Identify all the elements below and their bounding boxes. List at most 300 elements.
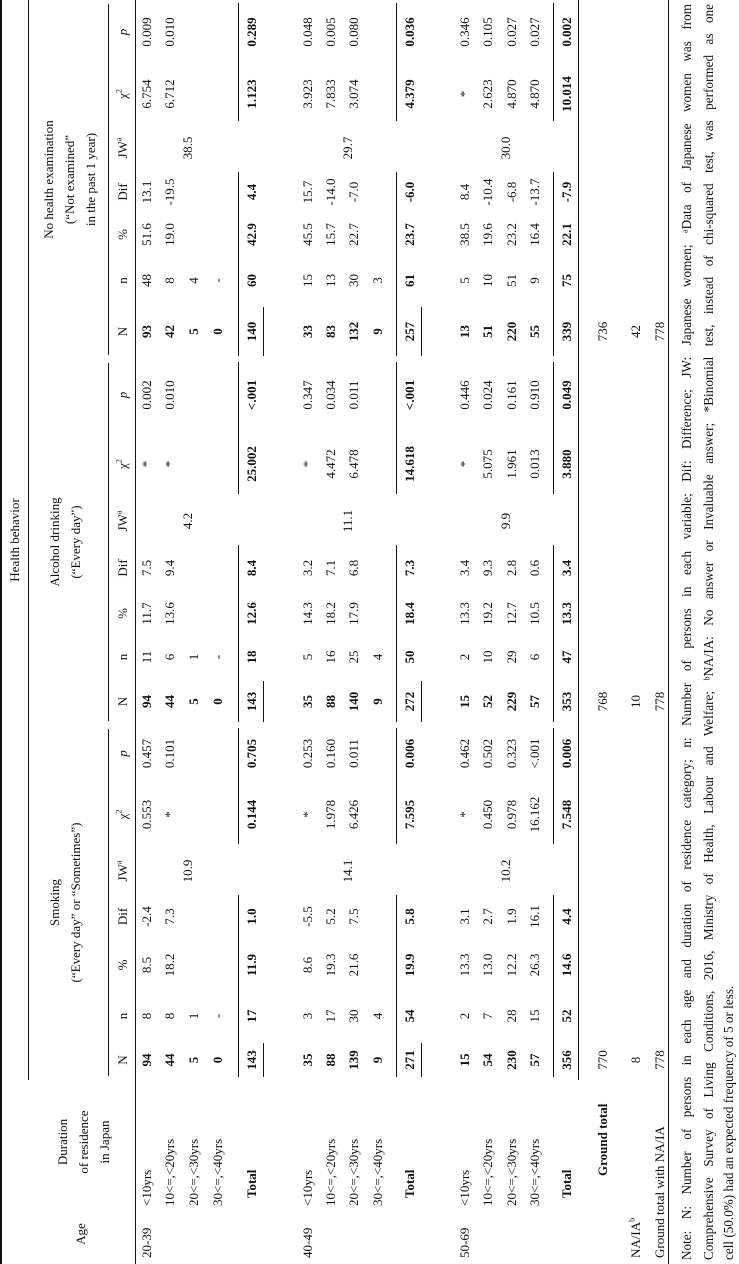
alcohol-cell: 9.3 [480, 559, 495, 577]
column-header-label: Dif [115, 907, 130, 926]
health-cell: 0.009 [139, 17, 154, 47]
smoking-cell: 54 [480, 1053, 495, 1067]
group-title-smoking: Smoking [47, 879, 62, 926]
summary-value: 768 [595, 691, 610, 712]
smoking-cell: 0.323 [504, 738, 519, 769]
column-header [114, 64, 132, 124]
smoking-cell: 18.2 [162, 953, 177, 977]
column-header [114, 636, 132, 678]
smoking-cell: 52 [559, 1009, 574, 1023]
column-header [114, 938, 132, 992]
alcohol-cell: 13.3 [559, 602, 574, 625]
alcohol-cell: 9.4 [162, 559, 177, 577]
summary-label [651, 1126, 669, 1258]
rule-line [135, 0, 136, 1264]
health-cell: 15.7 [323, 223, 338, 246]
smoking-cell: 57 [527, 1053, 542, 1067]
smoking-cell: 4.4 [559, 908, 574, 925]
column-header [114, 545, 132, 591]
smoking-cell: 5.8 [402, 908, 417, 925]
health-cell: 30 [346, 274, 361, 287]
smoking-cell: 8 [139, 1012, 154, 1020]
health-cell: 5 [186, 328, 201, 335]
alcohol-cell: 13.3 [457, 602, 472, 625]
health-cell: 0.289 [244, 17, 259, 47]
table-note: Comprehensive Survey of Living Conditions, 2016, Ministry of Health, Labour and Welfare; ᵇNA/IA: No answer or Invaluable answer; *Binomial test, instead of chi-squared test, was performed as one [701, 4, 716, 1260]
alcohol-cell: 353 [559, 691, 574, 712]
health-cell: 29.7 [340, 136, 355, 160]
health-cell: 19.6 [480, 223, 495, 246]
column-header-label: N [115, 326, 130, 337]
smoking-cell: 0.450 [480, 799, 495, 830]
column-header [114, 359, 132, 431]
health-cell: 51 [480, 325, 495, 338]
age-label: 20-39 [139, 1227, 154, 1258]
smoking-cell: 0.006 [402, 738, 417, 769]
smoking-cell: 35 [300, 1053, 315, 1067]
health-cell: 19.0 [162, 223, 177, 246]
alcohol-cell: 5.075 [480, 449, 495, 479]
column-header-label: % [115, 608, 130, 619]
alcohol-cell: 35 [300, 695, 315, 708]
alcohol-cell: 25 [346, 650, 361, 664]
smoking-cell: 0.144 [244, 799, 259, 830]
rule-line [263, 1043, 264, 1077]
health-cell: 4.4 [244, 183, 259, 201]
alcohol-cell: 4.2 [180, 512, 195, 530]
alcohol-cell: 0.034 [323, 380, 338, 410]
column-header-label: n [115, 277, 130, 284]
rule-line [553, 362, 554, 494]
summary-value: 778 [652, 691, 667, 712]
alcohol-cell: 0.049 [559, 380, 574, 410]
rule-line [108, 4, 109, 355]
duration-header: of residence [76, 1110, 91, 1174]
column-header-label: p [115, 391, 130, 399]
summary-label-text: Ground total with NA/IA [652, 1126, 667, 1258]
health-cell: 45.5 [300, 223, 315, 246]
smoking-cell: 13.3 [457, 953, 472, 977]
smoking-cell: 230 [504, 1050, 519, 1070]
smoking-cell: 2.7 [480, 908, 495, 925]
smoking-cell: 5 [186, 1056, 201, 1064]
table-note: Note: N: Number of persons in each age and duration of residence category; n: Number of persons in each variable; Dif: Difference; JW: Japanese women; ᵃData of Japanese women was from [679, 4, 694, 1260]
column-header [114, 124, 132, 172]
group-title-health: (“Not examined” [62, 134, 77, 225]
smoking-cell: 14.1 [340, 859, 355, 883]
duration-header: in Japan [97, 1120, 112, 1164]
health-cell: 4 [186, 277, 201, 284]
health-cell: 0.080 [346, 17, 361, 47]
alcohol-cell: * [162, 460, 177, 468]
smoking-cell: 44 [162, 1053, 177, 1067]
rule-line [668, 0, 669, 1264]
health-cell: 0 [210, 328, 225, 335]
smoking-cell: 10.2 [498, 859, 513, 883]
health-cell: 0.010 [162, 17, 177, 47]
rule-line [263, 681, 264, 722]
duration-label: 10<=,<20yrs [480, 1138, 495, 1206]
smoking-cell: -5.5 [300, 906, 315, 927]
health-cell: 33 [300, 325, 315, 338]
rule-line [578, 0, 579, 1080]
alcohol-cell: 2.8 [504, 559, 519, 577]
alcohol-cell: * [300, 460, 315, 468]
smoking-cell: 0.160 [323, 738, 338, 769]
column-header [114, 212, 132, 257]
alcohol-cell: 7.5 [139, 559, 154, 577]
health-cell: 51.6 [139, 223, 154, 246]
health-cell: -13.7 [527, 178, 542, 206]
alcohol-cell: 0.161 [504, 380, 519, 410]
rule-line [238, 3, 239, 121]
smoking-cell: 0.705 [244, 738, 259, 769]
group-title-health: in the past 1 year) [83, 132, 98, 227]
rule-line [553, 728, 554, 844]
alcohol-cell: <.001 [244, 379, 259, 411]
column-header-label: χ [115, 813, 130, 820]
smoking-cell: 0.462 [457, 738, 472, 769]
alcohol-cell: 6.8 [346, 559, 361, 577]
alcohol-cell: 57 [527, 695, 542, 708]
summary-value: 778 [652, 1050, 667, 1070]
column-header [114, 591, 132, 636]
health-cell: 61 [402, 274, 417, 287]
summary-label [627, 1218, 645, 1258]
smoking-cell: 271 [402, 1050, 417, 1070]
smoking-cell: * [457, 811, 472, 818]
column-header [114, 992, 132, 1040]
rule-line [238, 895, 239, 1077]
alcohol-cell: 52 [480, 695, 495, 708]
column-header-label: p [115, 750, 130, 757]
health-cell: 93 [139, 325, 154, 338]
smoking-cell: 1.9 [504, 908, 519, 925]
alcohol-cell: 140 [346, 691, 361, 712]
alcohol-cell: 47 [559, 650, 574, 664]
duration-label: 30<=,<40yrs [210, 1138, 225, 1206]
alcohol-cell: 0.446 [457, 380, 472, 410]
smoking-cell: 10.9 [180, 859, 195, 883]
group-title-alcohol: (“Every day”) [68, 505, 83, 579]
column-header-label: % [115, 959, 130, 971]
smoking-cell: <.001 [527, 738, 542, 769]
smoking-cell: 30 [346, 1009, 361, 1023]
column-header-label: JW [115, 514, 130, 532]
alcohol-cell: 19.2 [480, 602, 495, 625]
alcohol-cell: 229 [504, 691, 519, 712]
alcohol-cell: 0.010 [162, 380, 177, 410]
health-cell: 339 [559, 321, 574, 342]
health-cell: 22.7 [346, 223, 361, 246]
smoking-cell: * [162, 811, 177, 818]
alcohol-cell: 6 [162, 653, 177, 661]
smoking-cell: 54 [402, 1009, 417, 1023]
summary-value: 736 [595, 321, 610, 342]
smoking-cell: 16.1 [527, 905, 542, 928]
smoking-cell: 19.9 [402, 953, 417, 977]
summary-value: 770 [595, 1050, 610, 1070]
smoking-cell: 17 [323, 1009, 338, 1023]
rule-line [396, 545, 397, 722]
column-header [114, 895, 132, 938]
health-cell: 60 [244, 274, 259, 287]
alcohol-cell: 94 [139, 695, 154, 708]
summary-value: 10 [628, 695, 643, 708]
health-cell: 0.346 [457, 17, 472, 47]
alcohol-cell: 4.472 [323, 449, 338, 479]
alcohol-cell: 0.910 [527, 380, 542, 410]
alcohol-cell: 14.3 [300, 602, 315, 625]
column-header [114, 172, 132, 212]
alcohol-cell: 18 [244, 650, 259, 664]
alcohol-cell: 0.011 [346, 380, 361, 410]
rule-line [396, 728, 397, 844]
alcohol-cell: 2 [457, 653, 472, 661]
alcohol-cell: 10 [480, 650, 495, 664]
alcohol-cell: 3.880 [559, 449, 574, 479]
smoking-cell: 26.3 [527, 953, 542, 977]
health-cell: 6.754 [139, 79, 154, 109]
smoking-cell: 88 [323, 1053, 338, 1067]
health-cell: -19.5 [162, 178, 177, 206]
alcohol-cell: <.001 [402, 379, 417, 411]
smoking-cell: 12.2 [504, 953, 519, 977]
health-cell: 1.123 [244, 79, 259, 109]
summary-label-text: Ground total [595, 1103, 610, 1176]
health-cell: * [457, 90, 472, 98]
smoking-cell: 8.5 [139, 956, 154, 974]
health-cell: 0.048 [300, 17, 315, 47]
alcohol-cell: 25.002 [244, 446, 259, 482]
smoking-cell: 356 [559, 1050, 574, 1070]
column-header-label: Dif [115, 559, 130, 577]
smoking-cell: 7.548 [559, 799, 574, 830]
column-header-label: N [115, 1055, 130, 1065]
rule-line [28, 0, 29, 1080]
rule-line [421, 681, 422, 722]
alcohol-cell: 0.002 [139, 380, 154, 410]
smoking-cell: 16.162 [527, 796, 542, 833]
smoking-cell: 3.1 [457, 908, 472, 925]
alcohol-cell: 8.4 [244, 559, 259, 577]
alcohol-cell: 0 [210, 698, 225, 705]
smoking-cell: 15 [527, 1009, 542, 1023]
group-title-alcohol: Alcohol drinking [47, 497, 62, 587]
rule-line [0, 0, 2, 1264]
alcohol-cell: 44 [162, 695, 177, 708]
health-cell: 0.002 [559, 17, 574, 47]
health-cell: 0.036 [402, 17, 417, 47]
alcohol-cell: 4 [370, 653, 385, 661]
column-header-label: n [115, 1012, 130, 1020]
health-cell: 0.027 [527, 17, 542, 47]
alcohol-cell: 18.2 [323, 602, 338, 625]
column-header-sup: 2 [114, 459, 124, 464]
summary-label [594, 1104, 612, 1176]
health-cell: 4.870 [527, 79, 542, 109]
alcohol-cell: 5 [186, 698, 201, 705]
health-cell: 10.014 [559, 76, 574, 112]
rule-line [108, 363, 109, 721]
alcohol-cell: 6.478 [346, 449, 361, 479]
alcohol-cell: 11 [139, 650, 154, 664]
health-cell: 140 [244, 321, 259, 342]
alcohol-cell: 17.9 [346, 602, 361, 625]
alcohol-cell: 0.6 [527, 559, 542, 577]
health-cell: - [210, 278, 225, 283]
rule-line [238, 728, 239, 844]
alcohol-cell: * [139, 460, 154, 468]
health-behavior-header: Health behavior [7, 498, 22, 582]
health-cell: 38.5 [180, 136, 195, 160]
smoking-cell: 8.6 [300, 956, 315, 974]
health-cell: 2.623 [480, 79, 495, 109]
column-header [114, 678, 132, 725]
column-header [114, 497, 132, 545]
rule-line [421, 307, 422, 356]
health-cell: 5 [457, 277, 472, 284]
column-header [114, 725, 132, 782]
smoking-cell: 8 [162, 1012, 177, 1020]
smoking-cell: 21.6 [346, 953, 361, 977]
column-header [114, 431, 132, 497]
column-header-label: N [115, 696, 130, 707]
health-cell: 9 [527, 277, 542, 284]
smoking-cell: -2.4 [139, 906, 154, 927]
smoking-cell: 6.426 [346, 799, 361, 830]
alcohol-cell: 3.2 [300, 559, 315, 577]
alcohol-cell: 12.7 [504, 602, 519, 625]
health-cell: -10.4 [480, 178, 495, 206]
health-cell: -7.9 [559, 181, 574, 203]
health-cell: 13 [323, 274, 338, 287]
rule-line [263, 307, 264, 356]
alcohol-cell: 0.013 [527, 449, 542, 479]
smoking-cell: 14.6 [559, 953, 574, 977]
rule-line [396, 895, 397, 1077]
health-cell: 9 [370, 328, 385, 335]
health-cell: 16.4 [527, 223, 542, 246]
column-header-label: χ [115, 463, 130, 469]
summary-value: 42 [628, 325, 643, 338]
rule-line [553, 545, 554, 722]
duration-label: 10<=,<20yrs [323, 1138, 338, 1206]
column-header-label: JW [115, 141, 130, 159]
smoking-cell: * [300, 811, 315, 818]
group-title-health: No health examination [41, 120, 56, 239]
duration-label: 20<=,<30yrs [504, 1138, 519, 1206]
alcohol-cell: 12.6 [244, 602, 259, 625]
health-cell: 8 [162, 277, 177, 284]
rule-line [238, 362, 239, 494]
alcohol-cell: 143 [244, 691, 259, 712]
column-header-label: % [115, 229, 130, 240]
smoking-cell: 1.0 [244, 908, 259, 925]
health-cell: 0.005 [323, 17, 338, 47]
rule-line [553, 172, 554, 356]
column-header-label: χ [115, 93, 130, 99]
column-header-sup: a [114, 860, 124, 865]
smoking-cell: 7.595 [402, 799, 417, 830]
health-cell: 23.2 [504, 223, 519, 246]
alcohol-cell: 29 [504, 650, 519, 664]
health-cell: 42.9 [244, 223, 259, 246]
health-cell: 0.105 [480, 17, 495, 47]
age-label: 50-69 [457, 1227, 472, 1258]
alcohol-cell: 18.4 [402, 602, 417, 625]
smoking-cell: 7 [480, 1012, 495, 1020]
rule-line [553, 3, 554, 121]
alcohol-cell: 9 [370, 698, 385, 705]
health-cell: -7.0 [346, 181, 361, 203]
column-header [114, 847, 132, 895]
smoking-cell: 143 [244, 1050, 259, 1070]
health-cell: 8.4 [457, 183, 472, 201]
column-header-sup: a [114, 137, 124, 142]
alcohol-cell: 15 [457, 695, 472, 708]
smoking-cell: 5.2 [323, 908, 338, 925]
alcohol-cell: 16 [323, 650, 338, 664]
health-cell: 220 [504, 321, 519, 342]
alcohol-cell: 0.024 [480, 380, 495, 410]
smoking-cell: 7.5 [346, 908, 361, 925]
smoking-cell: 1.978 [323, 799, 338, 830]
rule-line [238, 545, 239, 722]
duration-label: <10yrs [300, 1169, 315, 1206]
duration-label: Total [244, 1169, 259, 1198]
rule-line [396, 362, 397, 494]
smoking-cell: 1 [186, 1012, 201, 1020]
rule-line [396, 3, 397, 121]
smoking-cell: 94 [139, 1053, 154, 1067]
alcohol-cell: 1 [186, 653, 201, 661]
health-cell: 22.1 [559, 223, 574, 246]
rule-line [553, 895, 554, 1077]
alcohol-cell: 11.1 [340, 509, 355, 533]
health-cell: 3.923 [300, 79, 315, 109]
column-header-sup: 2 [114, 89, 124, 94]
column-header-sup: 2 [114, 809, 124, 814]
smoking-cell: 0.011 [346, 739, 361, 768]
column-header [114, 304, 132, 359]
smoking-cell: 139 [346, 1050, 361, 1070]
smoking-cell: 13.0 [480, 953, 495, 977]
rule-line [421, 1043, 422, 1077]
health-cell: 13.1 [139, 180, 154, 204]
duration-label: <10yrs [457, 1169, 472, 1206]
column-header [114, 257, 132, 304]
alcohol-cell: * [457, 460, 472, 468]
smoking-cell: 0.553 [139, 799, 154, 830]
health-cell: 7.833 [323, 79, 338, 109]
column-header-label: Dif [115, 183, 130, 201]
smoking-cell: 11.9 [244, 953, 259, 977]
health-cell: 3.074 [346, 79, 361, 109]
smoking-cell: 2 [457, 1012, 472, 1020]
column-header-label: JW [115, 864, 130, 882]
health-cell: 257 [402, 321, 417, 342]
alcohol-cell: 7.1 [323, 559, 338, 577]
smoking-cell: 0 [210, 1056, 225, 1064]
smoking-cell: 7.3 [162, 908, 177, 925]
alcohol-cell: 88 [323, 695, 338, 708]
smoking-cell: 3 [300, 1012, 315, 1020]
alcohol-cell: 3.4 [559, 559, 574, 577]
alcohol-cell: 7.3 [402, 559, 417, 577]
health-cell: 0.027 [504, 17, 519, 47]
alcohol-cell: 3.4 [457, 559, 472, 577]
